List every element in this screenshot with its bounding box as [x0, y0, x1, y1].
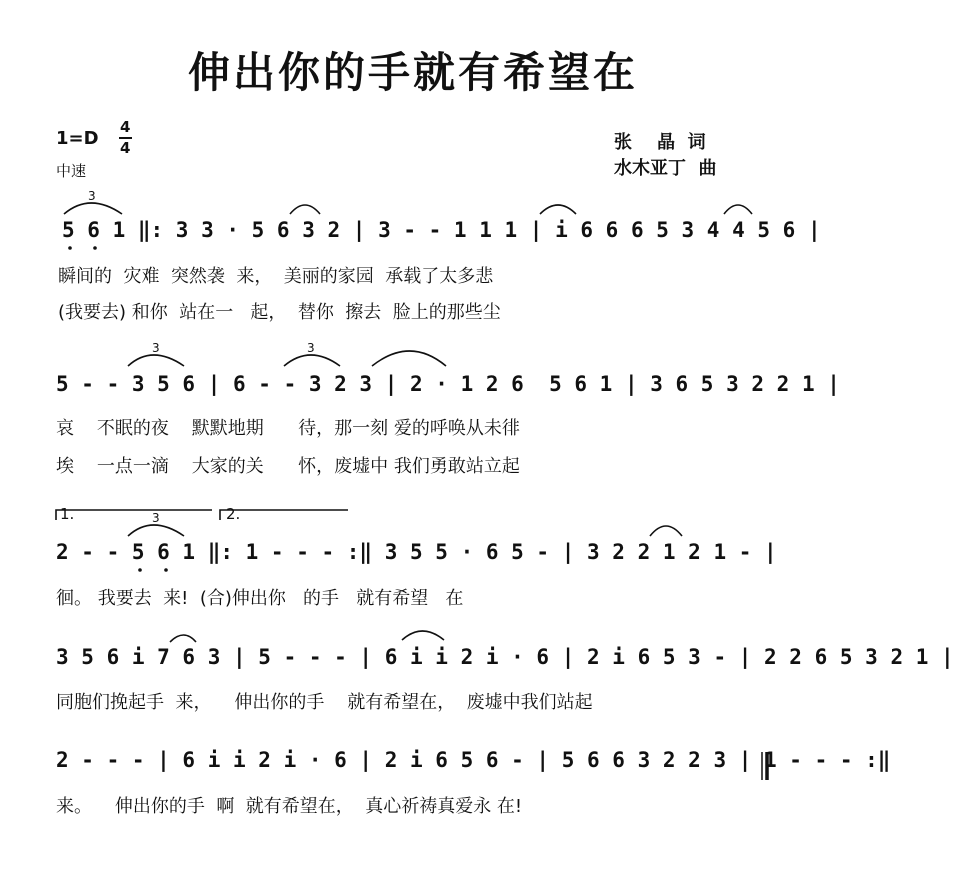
song-title: 伸出你的手就有希望在	[187, 48, 638, 97]
notation-row-3: 2 - - 5 6 1 ‖: 1 - - - :‖ 3 5 5 · 6 5 - | 3 2 2 1 2 1 - |	[56, 540, 777, 564]
octave-dot	[68, 246, 72, 250]
triplet-mark: 3	[152, 341, 160, 355]
slur-mark	[650, 526, 682, 536]
octave-dot	[138, 568, 142, 572]
volta-second-ending: 2.	[226, 505, 241, 523]
lyric-row-3: 徊。 我要去 来! (合)伸出你 的手 就有希望 在	[56, 588, 464, 609]
slur-mark	[372, 351, 446, 366]
octave-dot	[164, 568, 168, 572]
triplet-mark: 3	[88, 189, 96, 203]
notation-row-1: 5 6 1 ‖: 3 3 · 5 6 3 2 | 3 - - 1 1 1 | i 6 6 6 5 3 4 4 5 6 |	[62, 218, 821, 242]
lyricist-credit: 张 晶 词	[614, 132, 706, 153]
tempo-marking: 中速	[56, 162, 87, 180]
slur-mark	[64, 203, 122, 214]
lyric-row-1-verse-1: 瞬间的 灾难 突然袭 来， 美丽的家园 承载了太多悲	[58, 266, 494, 287]
lyric-row-2-verse-1: 哀 不眠的夜 默默地期 待，那一刻 爱的呼唤从未徘	[56, 418, 520, 439]
notation-row-5: 2 - - - | 6 i i 2 i · 6 | 2 i 6 5 6 - | 5 6 6 3 2 2 3 | 1 - - - :‖	[56, 748, 891, 772]
slur-mark	[724, 205, 752, 214]
time-signature-bottom: 4	[120, 139, 131, 157]
lyric-row-1-verse-2: (我要去) 和你 站在一 起， 替你 擦去 脸上的那些尘	[58, 302, 501, 323]
notation-row-2: 5 - - 3 5 6 | 6 - - 3 2 3 | 2 · 1 2 6 5 6 1 | 3 6 5 3 2 2 1 |	[56, 372, 840, 396]
volta-line	[56, 510, 212, 520]
slur-mark	[128, 355, 184, 366]
octave-dot	[93, 246, 97, 250]
notation-row-4: 3 5 6 i 7 6 3 | 5 - - - | 6 i i 2 i · 6 | 2 i 6 5 3 - | 2 2 6 5 3 2 1 |	[56, 645, 954, 669]
slur-mark	[170, 635, 196, 642]
volta-line	[220, 510, 348, 520]
slur-mark	[402, 631, 444, 640]
lyric-row-5: 来。 伸出你的手 啊 就有希望在， 真心祈祷真爱永 在!	[56, 796, 523, 817]
triplet-mark: 3	[307, 341, 315, 355]
slur-mark	[284, 355, 340, 366]
key-signature: 1=D	[56, 128, 99, 149]
triplet-mark: 3	[152, 511, 160, 525]
lyric-row-4: 同胞们挽起手 来， 伸出你的手 就有希望在， 废墟中我们站起	[56, 692, 593, 713]
volta-first-ending: 1.	[60, 505, 75, 523]
slur-mark	[540, 205, 576, 214]
composer-credit: 水木亚丁 曲	[614, 158, 717, 179]
time-signature-top: 4	[120, 118, 131, 136]
lyric-row-2-verse-2: 埃 一点一滴 大家的关 怀，废墟中 我们勇敢站立起	[56, 456, 520, 477]
slur-mark	[128, 525, 184, 536]
slur-mark	[290, 205, 320, 214]
